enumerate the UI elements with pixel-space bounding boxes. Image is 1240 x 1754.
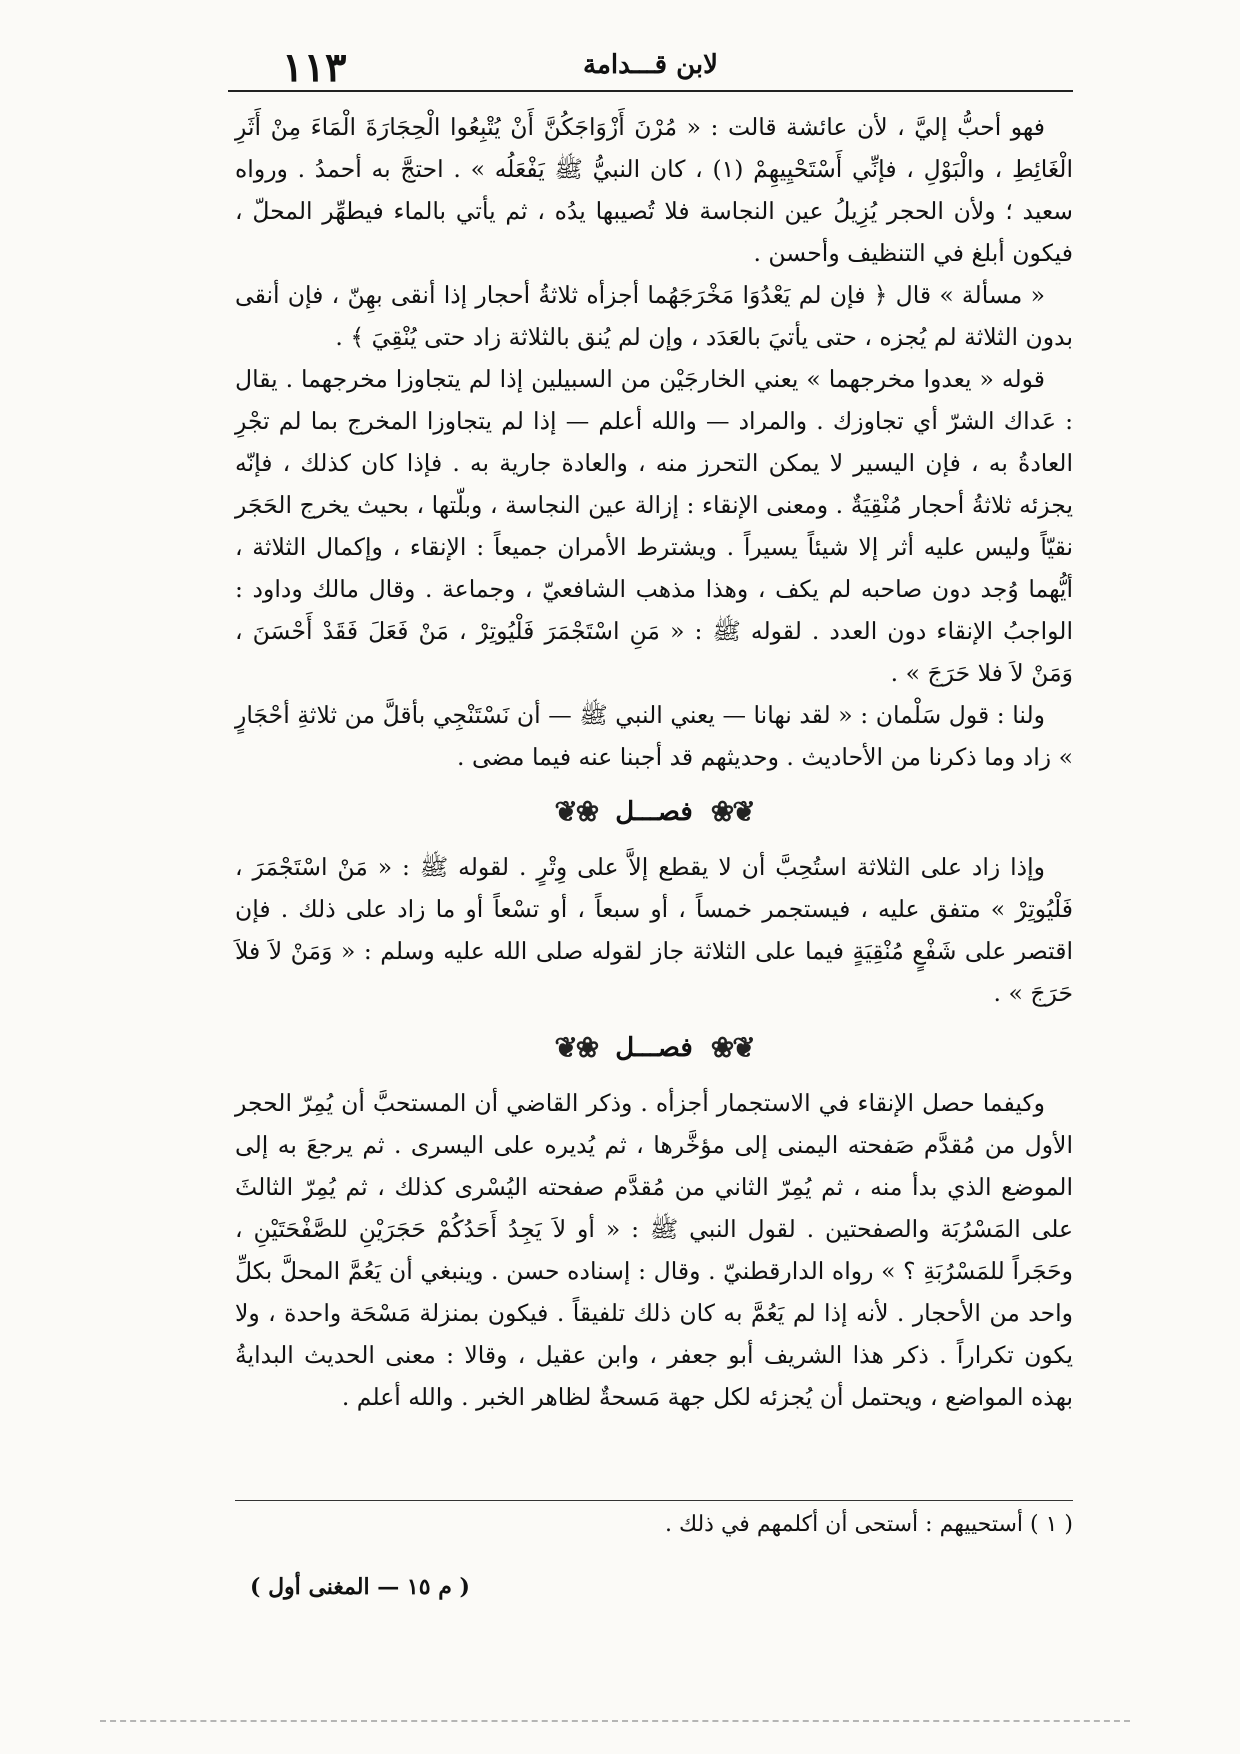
section-heading-label: فصـــل: [615, 797, 693, 827]
running-title: لابن قـــدامة: [583, 50, 718, 80]
floral-ornament-icon: ❀❦: [554, 795, 598, 828]
paragraph: « مسألة » قال ﴿ فإن لم يَعْدُوَا مَخْرَجَهُما أجزأه ثلاثةُ أحجار إذا أنقى بهِنّ ، فإن أنقى بدون الثلاثة لم يُجزه ، حتى يأتيَ بالعَدَد ، وإن لم يُنق بالثلاثة زاد حتى يُنْقِيَ ﴾ .: [235, 281, 1073, 351]
page-bottom-rule: [100, 1720, 1130, 1722]
paragraph: وكيفما حصل الإنقاء في الاستجمار أجزأه . وذكر القاضي أن المستحبَّ أن يُمِرّ الحجر الأول من مُقدَّم صَفحته اليمنى إلى مؤخَّرها ، ثم يُديره على اليسرى . ثم يرجعَ به إلى الموضع الذي بدأ منه ، ثم يُمِرّ الثاني من مُقدَّم صفحته اليُسْرى كذلك ، ثم يُمِرّ الثالثَ على المَسْرُبَة والصفحتين . لقول النبي ﷺ : « أو لاَ يَجِدُ أَحَدُكُمْ حَجَرَيْنِ للصَّفْحَتَيْنِ ، وحَجَراً للمَسْرُبَةِ ؟ » رواه الدارقطنيّ . وقال : إسناده حسن . وينبغي أن يَعُمَّ المحلَّ بكلِّ واحد من الأحجار . لأنه إذا لم يَعُمَّ به كان ذلك تلفيقاً . فيكون بمنزلة مَسْحَة واحدة ، ولا يكون تكراراً . ذكر هذا الشريف أبو جعفر ، وابن عقيل ، وقالا : معنى الحديث البدايةُ بهذه المواضع ، ويحتمل أن يُجزئه لكل جهة مَسحةٌ لظاهر الخبر . والله أعلم .: [235, 1089, 1073, 1411]
paragraph: فهو أحبُّ إليَّ ، لأن عائشة قالت : « مُرْنَ أَزْوَاجَكُنَّ أَنْ يُتْبِعُوا الْحِجَارَةَ الْمَاءَ مِنْ أَثَرِ الْغَائِطِ ، والْبَوْلِ ، فإنِّي أَسْتَحْيِيهِمْ (١) ، كان النبيُّ ﷺ يَفْعَلُه » . احتجَّ به أحمدُ . ورواه سعيد ؛ ولأن الحجر يُزِيلُ عين النجاسة فلا تُصيبها يدُه ، ثم يأتي بالماء فيطهِّر المحلّ ، فيكون أبلغ في التنظيف وأحسن .: [235, 113, 1073, 267]
floral-ornament-icon: ❦❀: [710, 795, 754, 828]
paragraph: ولنا : قول سَلْمان : « لقد نهانا — يعني النبي ﷺ — أن نَسْتَنْجِي بأقلَّ من ثلاثةِ أحْجَارٍ » زاد وما ذكرنا من الأحاديث . وحديثهم قد أجبنا عنه فيما مضى .: [235, 701, 1073, 771]
main-text: [235, 106, 1073, 1418]
signature-mark: ( م ١٥ — المغنى أول ): [250, 1574, 470, 1600]
section-heading: [235, 778, 1073, 846]
footnote: ( ١ ) أستحييهم : أستحى أن أكلمهم في ذلك .: [664, 1512, 1073, 1537]
floral-ornament-icon: ❦❀: [710, 1031, 754, 1064]
floral-ornament-icon: ❀❦: [554, 1031, 598, 1064]
page-header: [228, 42, 1073, 92]
section-heading: [235, 1014, 1073, 1082]
paragraph: وإذا زاد على الثلاثة استُحِبَّ أن لا يقطع إلاَّ على وِتْرٍ . لقوله ﷺ : « مَنْ اسْتَجْمَرَ ، فَلْيُوتِرْ » متفق عليه ، فيستجمر خمساً ، أو سبعاً ، أو تسْعاً أو ما زاد على ذلك . فإن اقتصر على شَفْعٍ مُنْقِيَةٍ فيما على الثلاثة جاز لقوله صلى الله عليه وسلم : « وَمَنْ لاَ فلاَ حَرَجَ » .: [235, 853, 1073, 1007]
paragraph: قوله « يعدوا مخرجهما » يعني الخارجَيْن من السبيلين إذا لم يتجاوزا مخرجهما . يقال : عَداك الشرّ أي تجاوزك . والمراد — والله أعلم — إذا لم يتجاوزا المخرج بما لم تجْرِ العادةُ به ، فإن اليسير لا يمكن التحرز منه ، والعادة جارية به . فإذا كان كذلك ، فإنّه يجزئه ثلاثةُ أحجار مُنْقِيَةٌ . ومعنى الإنقاء : إزالة عين النجاسة ، وبلّتها ، بحيث يخرج الحَجَر نقيّاً وليس عليه أثر إلا شيئاً يسيراً . ويشترط الأمران جميعاً : الإنقاء ، وإكمال الثلاثة ، أيُّهما وُجد دون صاحبه لم يكف ، وهذا مذهب الشافعيّ ، وجماعة . وقال مالك وداود : الواجبُ الإنقاء دون العدد . لقوله ﷺ : « مَنِ اسْتَجْمَرَ فَلْيُوتِرْ ، مَنْ فَعَلَ فَقَدْ أَحْسَنَ ، وَمَنْ لاَ فلا حَرَجَ » .: [235, 365, 1073, 687]
footnote-divider: [235, 1500, 1073, 1501]
section-heading-label: فصـــل: [615, 1033, 693, 1063]
page-number: ١١٣: [282, 44, 347, 91]
